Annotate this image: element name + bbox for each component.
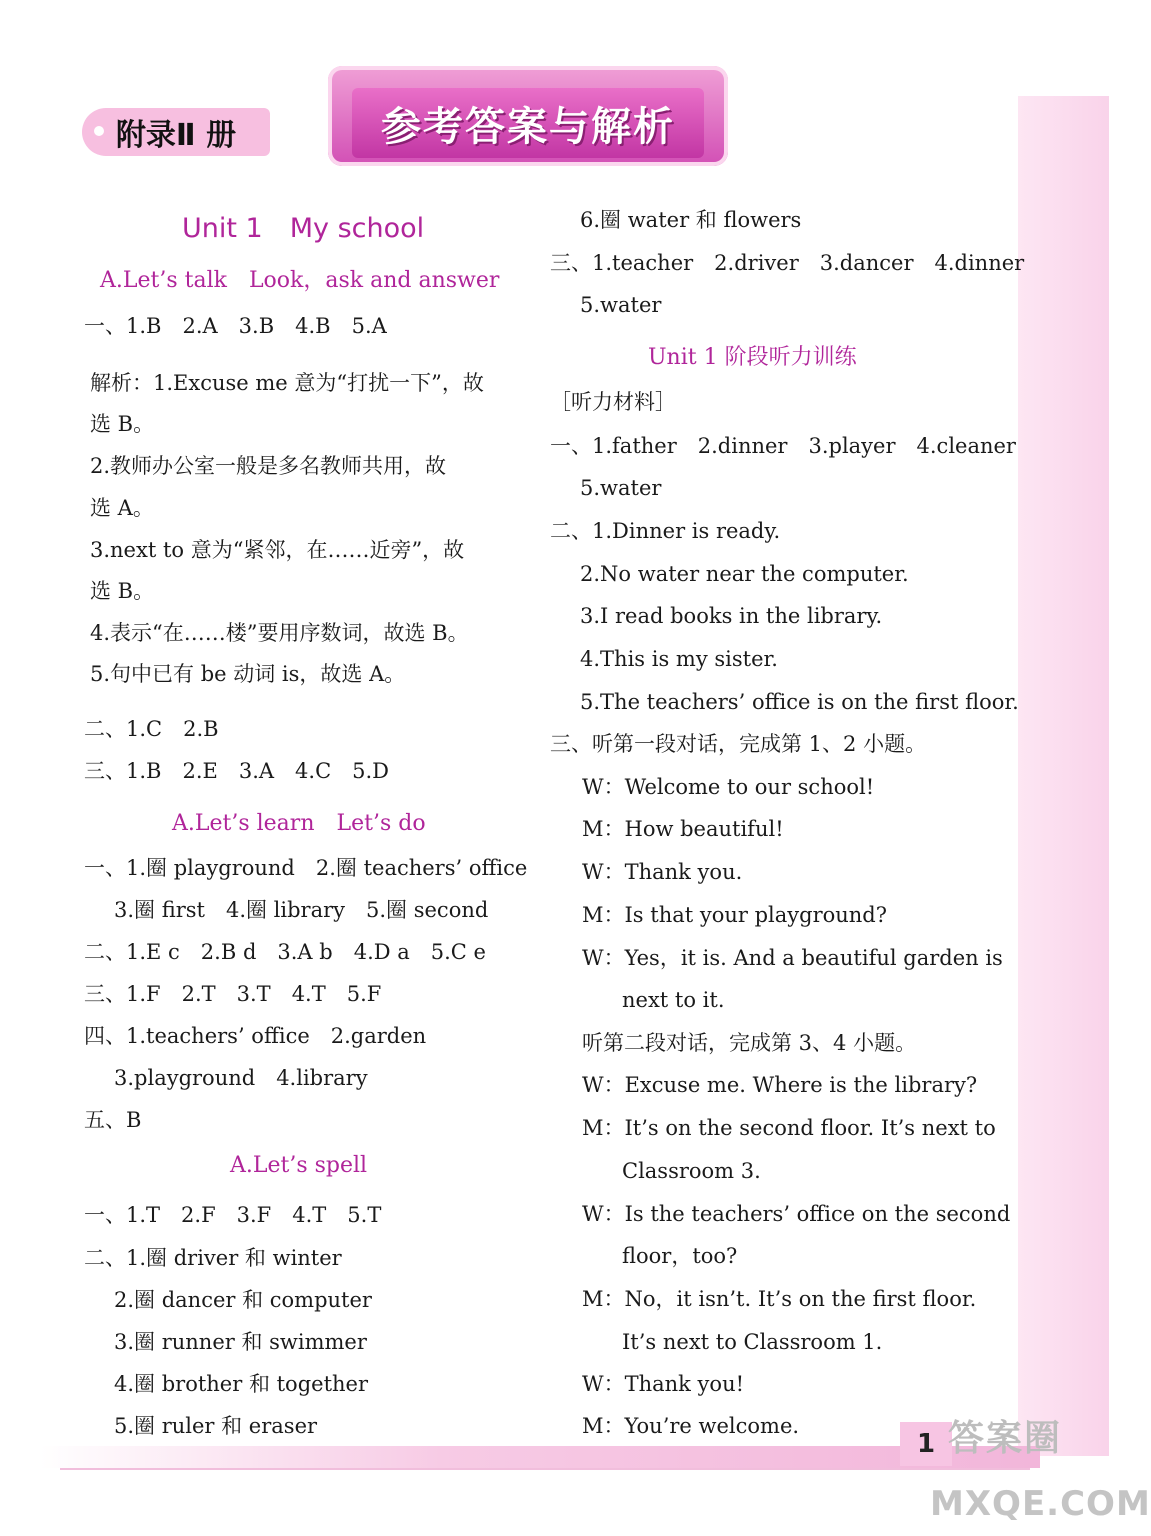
answer-line: 三、1.teacher 2.driver 3.dancer 4.dinner [550, 251, 1025, 275]
explanation-line: 5.句中已有 be 动词 is，故选 A。 [90, 662, 406, 686]
dialogue-line: W：Excuse me. Where is the library? [582, 1073, 978, 1097]
dialogue-line: 听第二段对话，完成第 3、4 小题。 [582, 1031, 917, 1055]
bottom-divider [60, 1468, 1030, 1470]
answer-line: 2.No water near the computer. [580, 562, 909, 586]
answer-line: 5.water [580, 293, 662, 317]
answer-line: 3.圈 runner 和 swimmer [114, 1330, 367, 1354]
answer-line: 二、1.E c 2.B d 3.A b 4.D a 5.C e [84, 940, 486, 964]
answer-line: 3.圈 first 4.圈 library 5.圈 second [114, 898, 489, 922]
watermark-url: MXQE.COM [930, 1484, 1151, 1524]
answer-line: 5.The teachers’ office is on the first floor. [580, 690, 1019, 714]
dialogue-line: W：Welcome to our school! [582, 775, 875, 799]
answer-line: 三、听第一段对话，完成第 1、2 小题。 [550, 732, 927, 756]
explanation-line: 3.next to 意为“紧邻，在……近旁”，故 [90, 538, 465, 562]
section-heading-talk: A.Let’s talk Look，ask and answer [100, 268, 500, 293]
answer-line: 二、1.C 2.B [84, 717, 219, 741]
dialogue-line: M：No，it isn’t. It’s on the first floor. [582, 1287, 977, 1311]
dialogue-line: W：Is the teachers’ office on the second [582, 1202, 1011, 1226]
page-title: 参考答案与解析 [352, 88, 704, 158]
dialogue-line: floor，too? [622, 1244, 738, 1268]
answer-line: 一、1.father 2.dinner 3.player 4.cleaner [550, 434, 1016, 458]
answer-line: 4.圈 brother 和 together [114, 1372, 368, 1396]
answer-line: 五、B [84, 1108, 142, 1132]
unit-title: Unit 1 My school [182, 213, 425, 244]
explanation-line: 选 B。 [90, 579, 155, 603]
explanation-line: 解析：1.Excuse me 意为“打扰一下”，故 [90, 371, 484, 395]
answer-line: 四、1.teachers’ office 2.garden [84, 1024, 427, 1048]
answer-line: 3.I read books in the library. [580, 604, 883, 628]
section-heading-spell: A.Let’s spell [230, 1153, 368, 1178]
answer-line: 一、1.圈 playground 2.圈 teachers’ office [84, 856, 528, 880]
answer-line: 5.water [580, 476, 662, 500]
dialogue-line: M：How beautiful! [582, 817, 784, 841]
section-heading-learn: A.Let’s learn Let’s do [172, 811, 426, 836]
dialogue-line: W：Thank you! [582, 1372, 745, 1396]
answer-line: 一、1.B 2.A 3.B 4.B 5.A [84, 314, 387, 338]
answer-line: 二、1.Dinner is ready. [550, 519, 781, 543]
answer-line: 二、1.圈 driver 和 winter [84, 1246, 342, 1270]
dialogue-line: next to it. [622, 988, 725, 1012]
explanation-line: 选 B。 [90, 412, 155, 436]
explanation-line: 选 A。 [90, 496, 154, 520]
answer-line: 3.playground 4.library [114, 1066, 368, 1090]
explanation-line: 2.教师办公室一般是多名教师共用，故 [90, 454, 447, 478]
right-decor-strip [1018, 96, 1109, 1456]
answer-line: 4.This is my sister. [580, 647, 778, 671]
dialogue-line: M：Is that your playground? [582, 903, 888, 927]
dialogue-line: W：Yes，it is. And a beautiful garden is [582, 946, 1003, 970]
appendix-tag: 附录Ⅱ 册 [82, 108, 270, 156]
answer-line: 6.圈 water 和 flowers [580, 208, 802, 232]
answer-line: 一、1.T 2.F 3.F 4.T 5.T [84, 1203, 382, 1227]
dialogue-line: M：It’s on the second floor. It’s next to [582, 1116, 996, 1140]
watermark-logo: 答案圈 [948, 1418, 1063, 1459]
listening-label: ［听力材料］ [550, 390, 676, 414]
section-heading-listening: Unit 1 阶段听力训练 [648, 345, 857, 370]
dialogue-line: Classroom 3. [622, 1159, 761, 1183]
page-number: 1 [900, 1422, 952, 1466]
dialogue-line: M：You’re welcome. [582, 1414, 800, 1438]
bottom-decor-band [40, 1446, 1040, 1468]
dialogue-line: It’s next to Classroom 1. [622, 1330, 883, 1354]
answer-line: 2.圈 dancer 和 computer [114, 1288, 372, 1312]
answer-line: 5.圈 ruler 和 eraser [114, 1414, 318, 1438]
answer-line: 三、1.F 2.T 3.T 4.T 5.F [84, 982, 382, 1006]
explanation-line: 4.表示“在……楼”要用序数词，故选 B。 [90, 621, 469, 645]
dialogue-line: W：Thank you. [582, 860, 743, 884]
answer-line: 三、1.B 2.E 3.A 4.C 5.D [84, 759, 390, 783]
